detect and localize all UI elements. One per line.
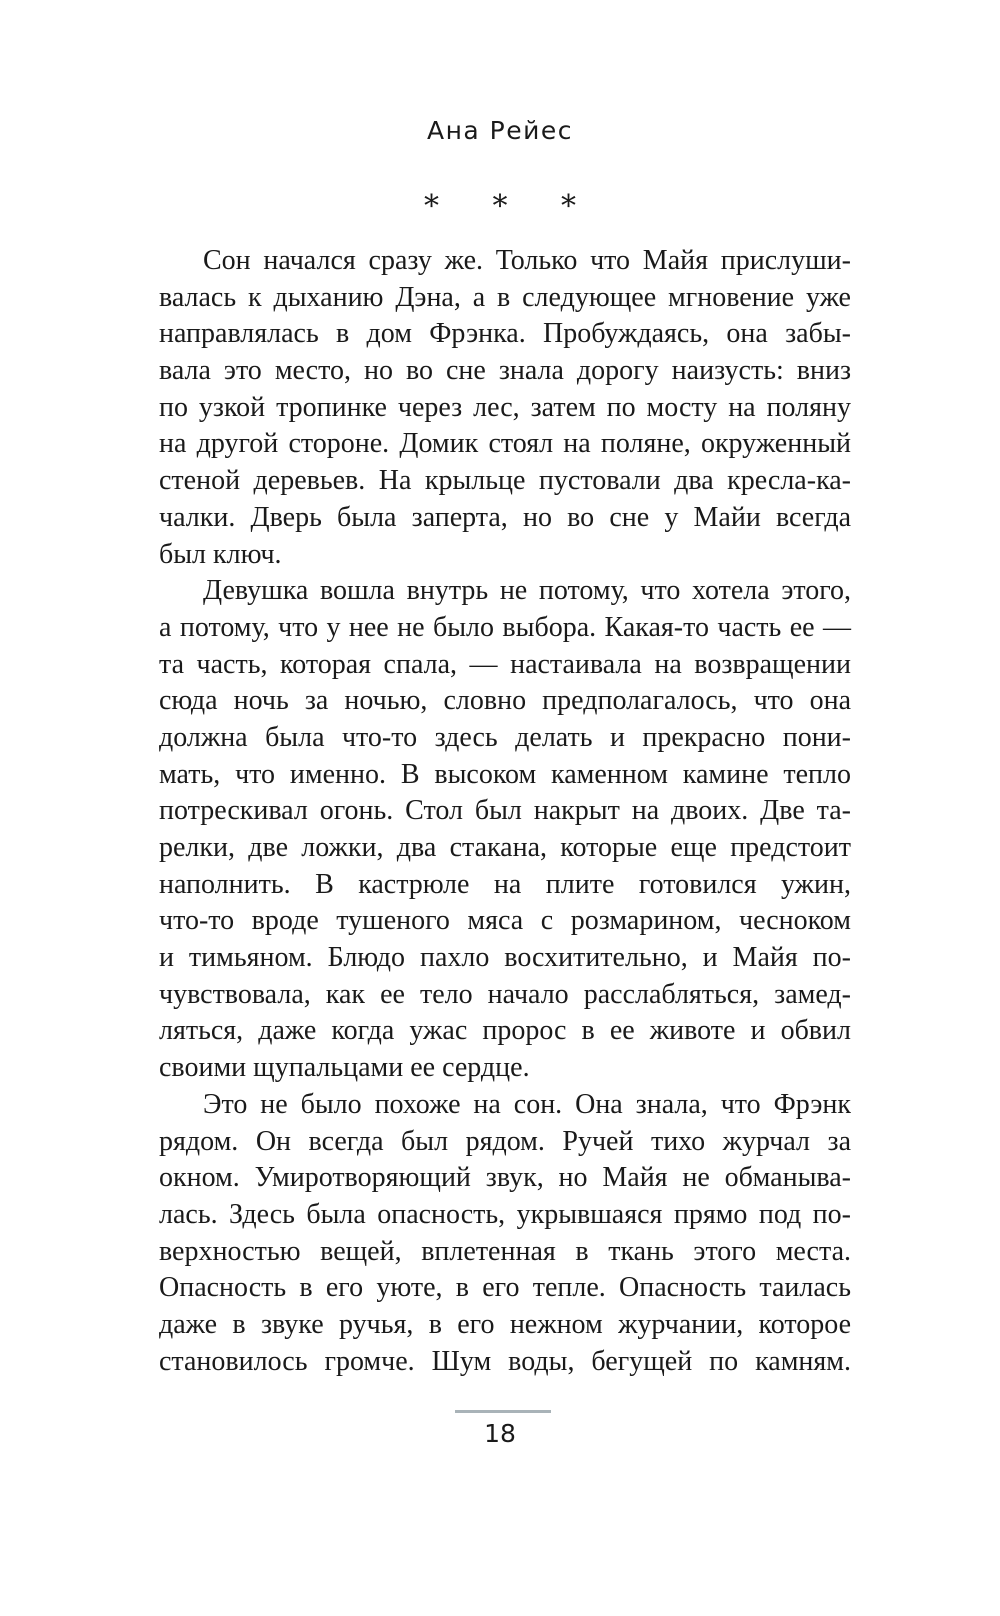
text-line: вала это место, но во сне знала дорогу наизусть: вниз	[159, 355, 851, 387]
text-line: окном. Умиротворяющий звук, но Майя не обманыва-	[159, 1162, 851, 1194]
text-line: чалки. Дверь была заперта, но во сне у Майи всегда	[159, 501, 851, 533]
text-line: стеной деревьев. На крыльце пустовали два кресла-ка-	[159, 465, 851, 497]
text-line: лась. Здесь была опасность, укрывшаяся прямо под по-	[159, 1198, 851, 1230]
text-line: своими щупальцами ее сердце.	[159, 1052, 530, 1084]
text-line: та часть, которая спала, — настаивала на возвращении	[159, 648, 851, 680]
text-line: становилось громче. Шум воды, бегущей по камням.	[159, 1345, 851, 1377]
text-line: направлялась в дом Фрэнка. Пробуждаясь, она забы-	[159, 318, 851, 350]
text-line: рядом. Он всегда был рядом. Ручей тихо журчал за	[159, 1125, 851, 1157]
page-number-rule	[455, 1410, 551, 1413]
paragraph-3	[159, 1087, 851, 1381]
text-line: потрескивал огонь. Стол был накрыт на двоих. Две та-	[159, 795, 851, 827]
text-line: сюда ночь за ночью, словно предполагалось, что она	[159, 685, 851, 717]
text-line: должна была что-то здесь делать и прекрасно пони-	[159, 721, 851, 753]
text-line: верхностью вещей, вплетенная в ткань этого места.	[159, 1235, 851, 1267]
text-line: чувствовала, как ее тело начало расслабляться, замед-	[159, 978, 851, 1010]
body-text	[159, 243, 851, 1380]
text-line: Сон начался сразу же. Только что Майя прислуши-	[203, 245, 851, 276]
paragraph-1	[159, 243, 851, 573]
text-line: что-то вроде тушеного мяса с розмарином, чесноком	[159, 905, 851, 937]
text-line: на другой стороне. Домик стоял на поляне, окруженный	[159, 428, 851, 460]
text-line: валась к дыханию Дэна, а в следующее мгновение уже	[159, 281, 851, 313]
text-line: наполнить. В кастрюле на плите готовился ужин,	[159, 868, 851, 900]
text-line: ляться, даже когда ужас пророс в ее животе и обвил	[159, 1015, 851, 1047]
text-line: даже в звуке ручья, в его нежном журчании, которое	[159, 1308, 851, 1340]
text-line: был ключ.	[159, 538, 282, 570]
text-line: релки, две ложки, два стакана, которые еще предстоит	[159, 832, 851, 863]
text-line: а потому, что у нее не было выбора. Какая-то часть ее —	[159, 611, 851, 643]
text-line: Опасность в его уюте, в его тепле. Опасность таилась	[159, 1272, 851, 1304]
paragraph-2	[159, 573, 851, 1087]
text-line: по узкой тропинке через лес, затем по мосту на поляну	[159, 391, 851, 423]
text-line: мать, что именно. В высоком каменном камине тепло	[159, 758, 851, 790]
text-line: Это не было похоже на сон. Она знала, что Фрэнк	[203, 1088, 851, 1120]
text-line: и тимьяном. Блюдо пахло восхитительно, и Майя по-	[159, 942, 851, 974]
scene-break-asterisks: * * *	[423, 189, 599, 224]
page-number: 18	[484, 1419, 516, 1448]
text-line: Девушка вошла внутрь не потому, что хотела этого,	[203, 575, 851, 607]
running-head-author: Ана Рейес	[426, 116, 574, 145]
